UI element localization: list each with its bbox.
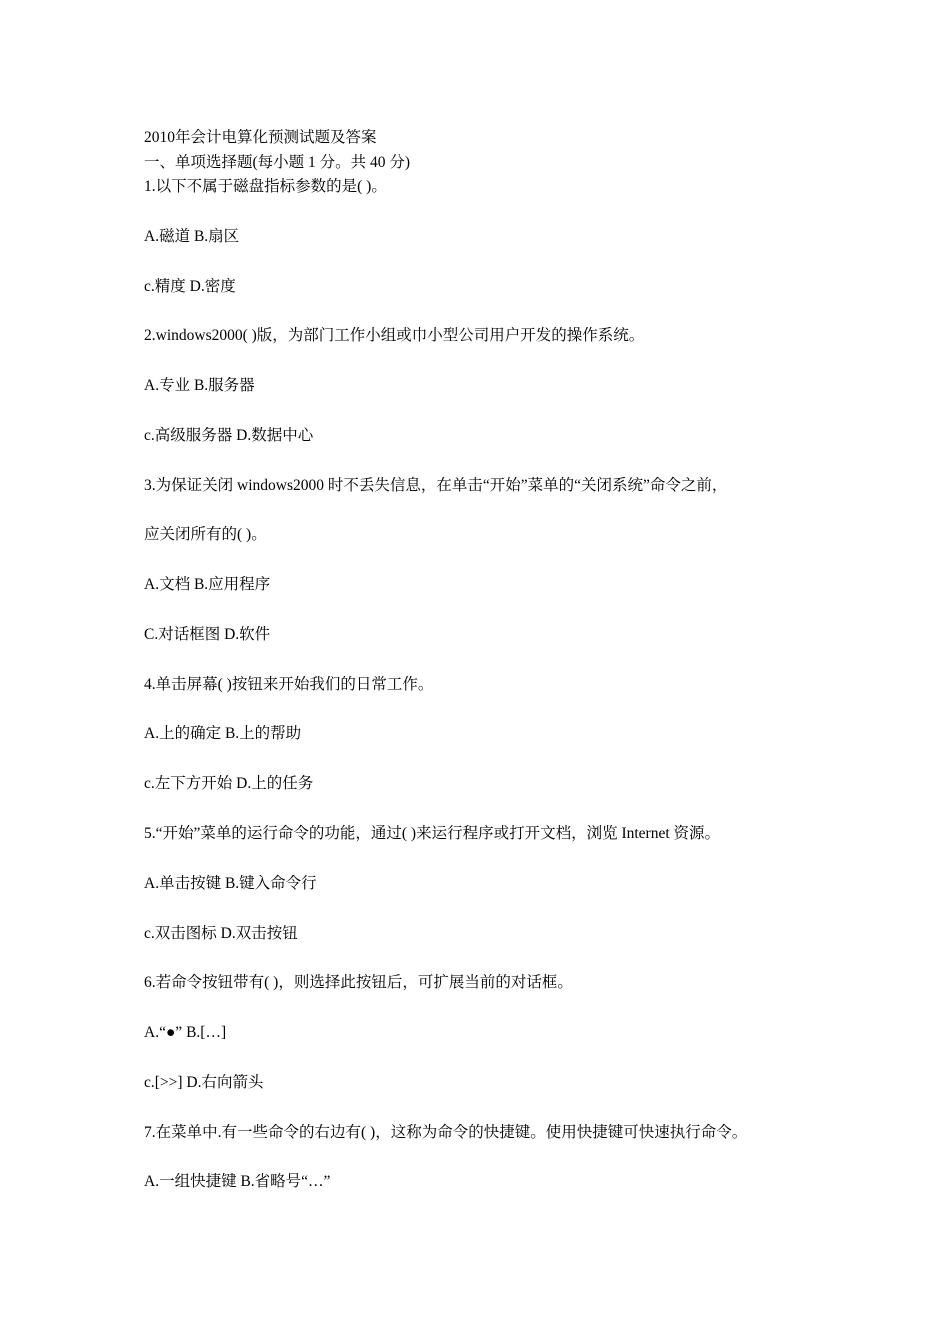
document-title: 2010年会计电算化预测试题及答案 [144,129,377,146]
question-3: 3.为保证关闭 windows2000 时不丢失信息，在单击“开始”菜单的“关闭系统”命令之前， [144,477,728,494]
question-2-options-cd: c.高级服务器 D.数据中心 [144,427,314,444]
question-1-options-cd: c.精度 D.密度 [144,278,236,295]
question-7-options-ab: A.一组快捷键 B.省略号“…” [144,1173,331,1190]
question-1-options-ab: A.磁道 B.扇区 [144,228,240,245]
question-3-continued: 应关闭所有的( )。 [144,526,267,543]
question-6-options-ab: A.“●” B.[…] [144,1024,227,1041]
question-3-options-cd: C.对话框图 D.软件 [144,626,271,643]
question-2: 2.windows2000( )版，为部门工作小组或巾小型公司用户开发的操作系统。 [144,327,645,344]
question-7: 7.在菜单中.有一些命令的右边有( )，这称为命令的快捷键。使用快捷键可快速执行命令。 [144,1124,748,1141]
question-5-options-ab: A.单击按键 B.键入命令行 [144,875,317,892]
question-6-options-cd: c.[>>] D.右向箭头 [144,1074,264,1091]
question-4: 4.单击屏幕( )按钮来开始我们的日常工作。 [144,676,434,693]
question-5: 5.“开始”菜单的运行命令的功能，通过( )来运行程序或打开文档，浏览 Internet 资源。 [144,825,721,842]
question-2-options-ab: A.专业 B.服务器 [144,377,255,394]
question-1: 1.以下不属于磁盘指标参数的是( )。 [144,178,387,195]
section-heading: 一、单项选择题(每小题 1 分。共 40 分) [144,154,411,171]
question-6: 6.若命令按钮带有( )，则选择此按钮后，可扩展当前的对话框。 [144,974,573,991]
question-4-options-ab: A.上的确定 B.上的帮助 [144,725,302,742]
question-4-options-cd: c.左下方开始 D.上的任务 [144,775,314,792]
question-5-options-cd: c.双击图标 D.双击按钮 [144,925,298,942]
question-3-options-ab: A.文档 B.应用程序 [144,576,271,593]
